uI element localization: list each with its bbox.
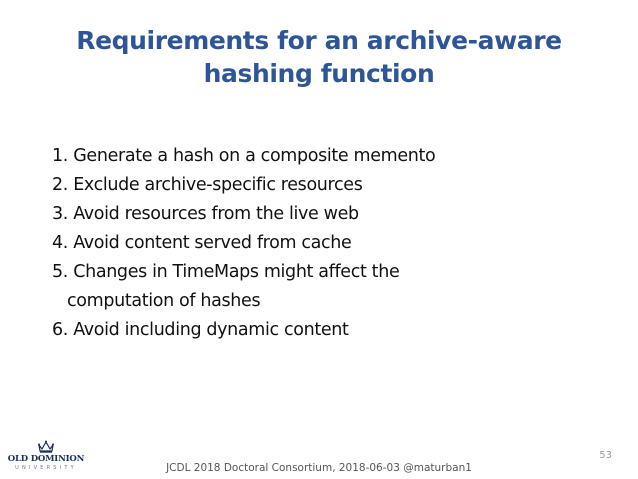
- logo-name: OLD DOMINION: [7, 454, 85, 464]
- footer-text: JCDL 2018 Doctoral Consortium, 2018-06-03 @maturban1: [166, 462, 472, 474]
- requirement-item-5-continuation: computation of hashes: [67, 291, 261, 311]
- requirement-item-3: 3. Avoid resources from the live web: [52, 204, 359, 224]
- requirement-item-4: 4. Avoid content served from cache: [52, 233, 352, 253]
- slide-title-line-1: Requirements for an archive-aware: [76, 26, 562, 55]
- page-number: 53: [599, 450, 612, 461]
- requirements-list: [52, 142, 592, 345]
- requirement-item-1: 1. Generate a hash on a composite memento: [52, 146, 436, 166]
- logo-subtitle: UNIVERSITY: [15, 465, 77, 471]
- slide-title: [20, 24, 618, 90]
- slide-title-line-2: hashing function: [203, 59, 435, 88]
- requirement-item-5: 5. Changes in TimeMaps might affect the: [52, 262, 400, 282]
- requirement-item-2: 2. Exclude archive-specific resources: [52, 175, 363, 195]
- requirement-item-6: 6. Avoid including dynamic content: [52, 320, 349, 340]
- crown-icon: [38, 440, 54, 453]
